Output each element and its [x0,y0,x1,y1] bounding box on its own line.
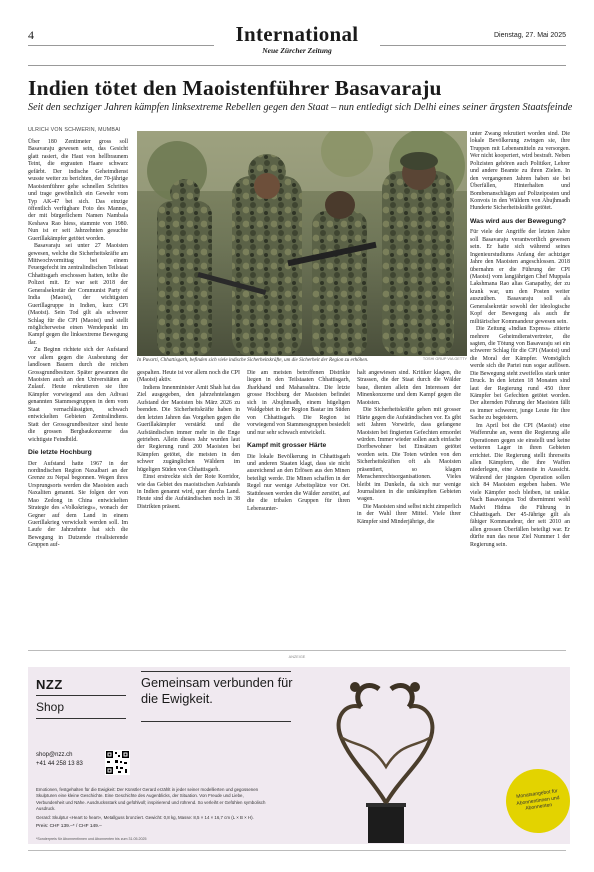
offer-badge: Monatsangebot für Abonnentinnen und Abonnenten [502,765,574,837]
article-column-5 [470,131,570,549]
paragraph: Für viele der Angriffe der letzten Jahre soll Basavaraju verantwortlich gewesen sein. Er hatte sich während seines Ingenieurstudiums Anfang der achtziger Jahre den Maoisten angeschlossen. 2018 übernahm er die Führung der CPI (Maoist) vom langjährigen Chef Muppala Lakshmana Rao alias Ganapathy, der zu krank war, um den Posten weiter auszuüben. Basavaraju soll als Generalsekretär sowohl der ideologische Kopf der Bewegung als auch ihr militärischer Kommandeur gewesen sein. [470,229,570,325]
ad-label: ANZEIGE [288,655,306,659]
paragraph: Der Aufstand hatte 1967 in der nordindischen Region Naxalbari an der Grenze zu Nepal begonnen. Wegen ihres Ursprungsorts werden die Maoisten auch Naxaliten genannt. Sie folgen der von Mao Zedong in China entwickelten Strategie des «Volkskriegs», wonach der Gegner auf dem Land in einem Guerillakrieg verwickelt werden soll. Im Laufe der Jahrzehnte hat sich die Bewegung in Dutzende rivalisierende Gruppen auf- [28,460,128,549]
section-title: International [235,22,359,46]
photo-credit: TOSHI GRUP VIA GETTY [422,357,467,361]
article-photo [137,131,467,356]
soldiers-photo-illustration [137,131,467,356]
article-column-1 [28,139,128,550]
article-column-4 [357,370,461,526]
article-byline: ULRICH VON SCHWERIN, MUMBAI [28,127,121,133]
masthead-rule [380,45,566,46]
ad-product-details: Gerard: Skulptur «Heart to heart», Metallguss bronziert. Gewicht: 0,8 kg, Masse: 8,5 × 14 × 16,7 cm (L × B × H). [36,815,254,820]
ad-description [36,787,266,842]
paragraph: Die Sicherheitskräfte gehen mit grosser Härte gegen die Aufständischen vor. Es gibt seit Jahren Vorwürfe, dass gefangene Maoisten bei fingierten Gefechten ermordet würden. Immer wieder sollen auch einfache Dorfbewohner bei Einsätzen getötet worden sein. Die Toten würden von den Sicherheitskräften oft als Maoisten präsentiert, so klagen Menschenrechtsorganisationen. Vieles bleibt im Dunkeln, da sich nur wenige Journalisten in die umkämpften Gebieten wagen. [357,407,461,503]
article-headline: Indien tötet den Maoistenführer Basavaraju [28,76,442,100]
paragraph: Die Maoisten sind selbst nicht zimperlich in der Wahl ihrer Mittel. Viele ihrer Kämpfer sind Minderjährige, die [357,503,461,525]
page-bottom-rule [28,850,566,851]
paragraph: Die Zeitung «Indian Express» zitierte mehrere Geheimdienstvertreter, die sagten, die Tötung von Basavaraju sei ein schwerer Schlag für die CPI (Maoist) und die Moral der Kämpfer. Womöglich werde sich die Partei nun sogar auflösen. Die Bewegung steht zweifellos stark unter Druck. In den letzten 18 Monaten sind laut der Regierung rund 450 ihrer Kämpfer bei Gefechten getötet worden. Der alternden Führung der Maoisten fällt es immer schwerer, junge Leute für ihre Sache zu begeistern. [470,326,570,422]
nzz-logo: NZZ [36,677,126,696]
ad-slogan: Gemeinsam verbunden für die Ewigkeit. [141,675,293,706]
page-number: 4 [28,28,34,42]
paragraph: halt angewiesen sind. Kritiker klagen, die Strassen, die der Staat durch die Wälder baue, dienten allein den Interessen der Minenkonzerne und dem Kampf gegen die Maoisten. [357,370,461,406]
paragraph: Indiens Innenminister Amit Shah hat das Ziel ausgegeben, den jahrzehntelangen Aufstand der Maoisten bis März 2026 zu beenden. Die Sicherheitskräfte haben in den letzten Jahren das Vorgehen gegen die Guerillakämpfer verstärkt und die Aufständischen immer mehr in die Enge getrieben. Allein dieses Jahr wurden laut der Regierung rund 200 Maoisten bei Kämpfen getötet, die meisten in den schwer zugänglichen Wäldern im hügeligen Süden von Chhattisgarh. [137,384,240,473]
paragraph: gespalten. Heute ist vor allem noch die CPI (Maoist) aktiv. [137,370,240,384]
ad-price: Preis: CHF 139.–* / CHF 149.– [36,824,102,830]
subheading: Kampf mit grosser Härte [247,441,327,449]
ad-contact [36,751,83,768]
subheading: Die letzte Hochburg [28,448,92,456]
subheading: Was wird aus der Bewegung? [470,217,567,225]
issue-date: Dienstag, 27. Mai 2025 [494,32,566,39]
article-column-3 [247,370,350,513]
qr-code-icon[interactable] [105,750,130,775]
nzz-shop-brand [36,677,126,719]
slogan-rule [141,671,291,672]
photo-caption [137,357,467,363]
shop-label: Shop [36,700,126,719]
sculpture-image [311,667,461,844]
shop-phone[interactable]: +41 44 258 13 83 [36,760,83,767]
paragraph: Im April bot die CPI (Maoist) eine Waffenruhe an, wenn die Regierung alle Operationen gegen sie einstellt und keine weiteren Lager in ihren Gebieten errichtet. Die Regierung stellt ihrerseits allen Kämpfern, die ihre Waffen niederlegen, eine Amnestie in Aussicht. Während der jüngsten Operation sollen sich 84 Maoisten ergeben haben. Wie viele Kämpfer noch bleiben, ist unklar. Nach Basavarajus Tod übernimmt wohl Madvi Hidma die Führung in Chhattisgarh. Der 45-Jährige gilt als fähiger Kommandeur, der seit 2010 an allen grossen Überfällen beteiligt war. Er dürfte nun das neue Ziel Nummer 1 der Regierung sein. [470,422,570,548]
masthead [28,22,566,58]
paragraph: Die am meisten betroffenen Distrikte liegen in den Teilstaaten Chhattisgarh, Jharkhand und Maharashtra. Die letzte grosse Hochburg der Maoisten befindet sich in Abujhmadh, einem hügeligen Waldgebiet in der Region Bastar im Süden von Chhattisgarh. Die Region ist vorwiegend von Stammesgruppen besiedelt und nur sehr schwach entwickelt. [247,370,350,436]
newspaper-name: Neue Zürcher Zeitung [262,46,332,55]
article-column-2 [137,370,240,511]
paragraph: Die lokale Bevölkerung in Chhattisgarh und anderen Staaten klagt, dass sie nicht ausreichend an den Erlösen aus den Minen beteiligt werde. Die Minen schaffen in der Regel nur wenige Arbeitsplätze vor Ort. Stattdessen werden die Wälder zerstört, auf die die tribalen Gruppen für ihren Lebensunter- [247,453,350,512]
nzz-shop-advertisement[interactable] [28,667,570,844]
shop-email[interactable]: shop@nzz.ch [36,752,73,758]
masthead-rule [28,45,214,46]
headline-rule [28,65,566,66]
paragraph: Zu Beginn richtete sich der Aufstand vor allem gegen die Ausbeutung der landlosen Bauern durch die reichen Grossgrundbesitzer. Später gewannen die Maoisten auch an den Universitäten an Zulauf. Heute rekrutieren sie ihre Kämpfer vorwiegend aus den Adivasi genannten Stammesgruppen in dem vom Staat vernachlässigten, schwach entwickelten Gebieten Zentralindiens. Statt der Grossgrundbesitzer sind heute die grossen Bergbaukonzerne das wichtigste Feindbild. [28,347,128,443]
article-lead: Seit den sechziger Jahren kämpfen linksextreme Rebellen gegen den Staat – nun entledigt sich Delhi eines seiner ärgsten Staatsfeinde [28,102,573,113]
ad-separator-rule [28,650,566,651]
paragraph: Einst erstreckte sich der Rote Korridor, wie das Gebiet des maoistischen Aufstands in Indien genannt wird, quer durchs Land. Heute sind die Aufständischen noch in 38 Distrikten präsent. [137,474,240,510]
slogan-rule [141,721,291,722]
ad-body-text: Emotionen, festgehalten für die Ewigkeit: Der Künstler Gerard erzählt in jeder seiner modellierten und gegossenen Skulpturen eine kleine Geschichte. Eine Geschichte des Augenblicks, der Situation. Von Freude und Liebe, Verbundenheit und Nähe. Ausdrucksstark und gefühlvoll; inspirierend und rührend. So verleiht er Gefühlen symbolisch Ausdruck. [36,787,266,811]
ad-footnote: *Sonderpreis für Abonnentinnen und Abonnenten bis zum 31.05.2025 [36,837,147,842]
photo-caption-text: In Puvarti, Chhattisgarh, befinden sich viele indische Sicherheitskräfte, um die Sicherheit der Region zu erhöhen. [137,357,369,363]
paragraph: Über 180 Zentimeter gross soll Basavaraju gewesen sein, das Gesicht glatt rasiert, die Haut von hellbraunem Teint, die ergrauten Haare schwarz gefärbt. Der indische Geheimdienst wusste weiter zu berichten, der 70-jährige Maoistenführer gehe schnellen Schrittes und trage gewöhnlich ein Gewehr vom Typ AK-47 bei sich. Das einzige öffentlich verfügbare Foto des Mannes, der mit bürgerlichem Namen Nambala Keshava Rao hiess, stammte von 1980. Nun ist er seit Jahrzehnten gesuchte Guerillakämpfer getötet worden. [28,139,128,242]
paragraph: Basavaraju sei unter 27 Maoisten gewesen, welche die Sicherheitskräfte am Mittwochvormittag bei einem Feuergefecht im zentralindischen Teilstaat Chhattisgarh erschossen hatten, teilte die Polizei mit. Er war seit 2018 der Generalsekretär der Communist Party of India (Maoist), der wichtigsten Guerillagruppe in Indien, kurz CPI (Maoist). Sein Tod gilt als schwerer Schlag für die CPI (Maoist) und stellt möglicherweise einen Wendepunkt im Kampf gegen die linksextreme Bewegung dar. [28,243,128,346]
paragraph: unter Zwang rekrutiert worden sind. Die lokale Bevölkerung zwingen sie, ihre Truppen mit Lebensmitteln zu versorgen. Wer nicht kooperiert, wird bestraft. Neben Polizisten gehören auch Politiker, Lehrer und andere Beamte zu ihren Zielen. In den vergangenen Jahren haben sie bei Überfällen, Hinterhalten und Bombenanschlägen auf Polizeiposten und Konvois in den Wäldern von Abujhmadh Hunderte Sicherheitskräfte getötet. [470,131,570,212]
